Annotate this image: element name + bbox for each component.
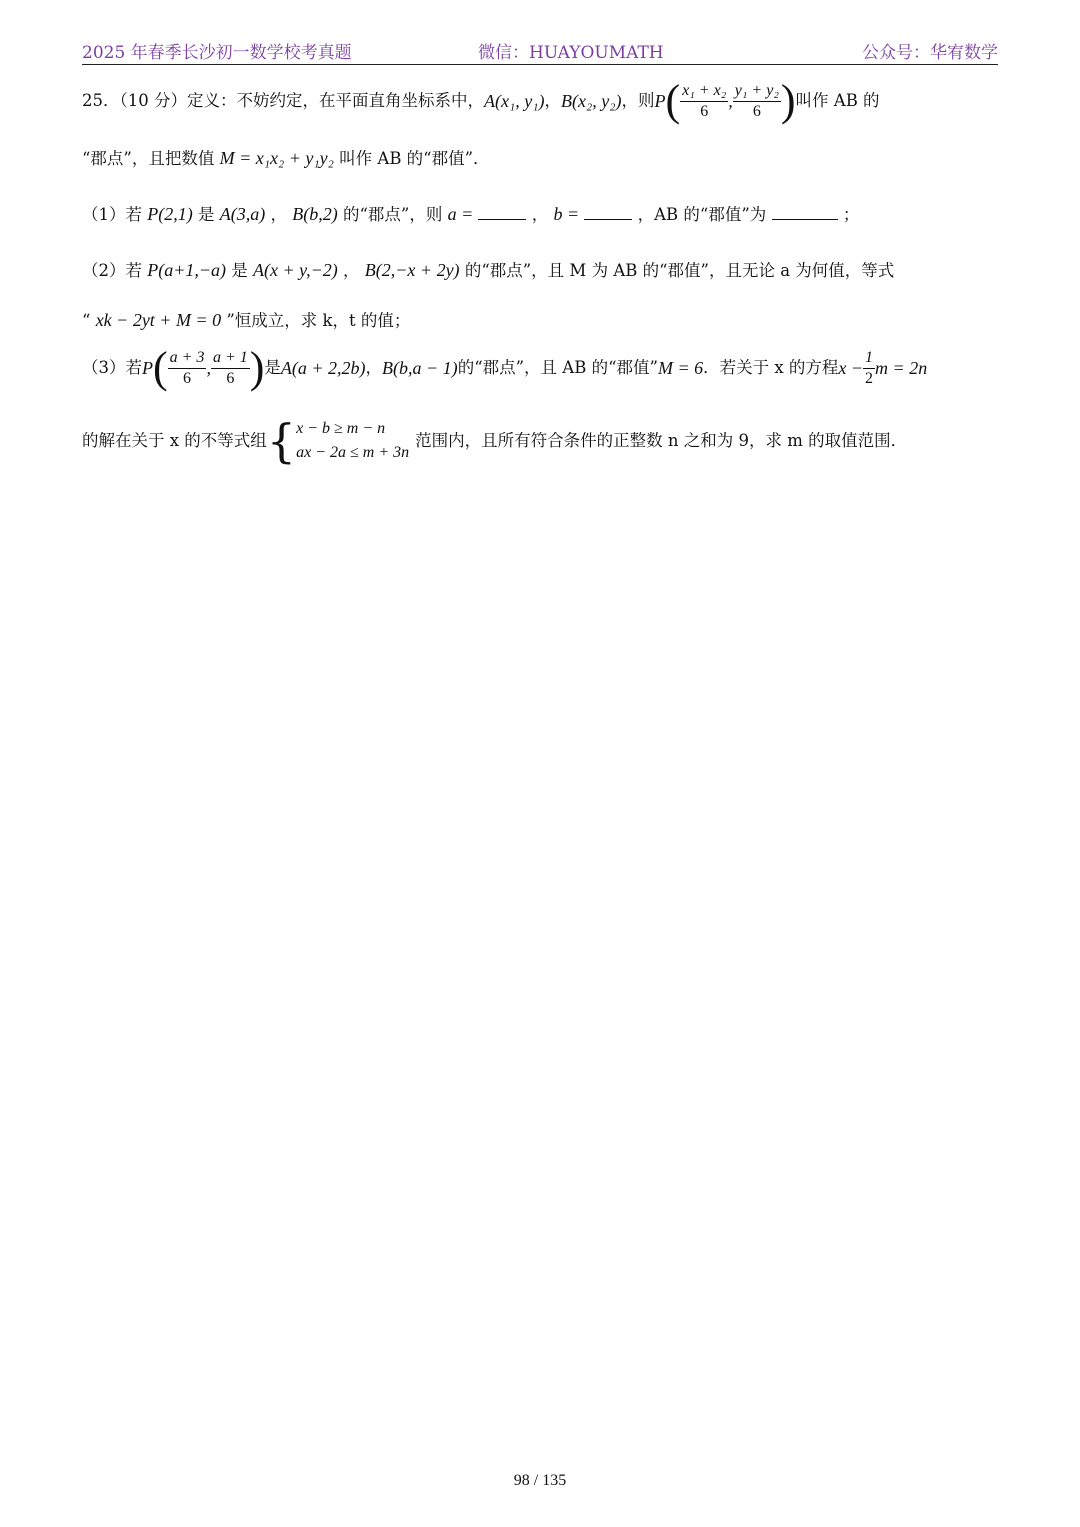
page-number: 98 / 135 — [513, 1472, 567, 1489]
line1-post: 叫作 AB 的 — [795, 91, 880, 110]
problem-line-2 — [82, 146, 998, 171]
q3-fraction-1-numerator: a + 3 — [168, 348, 207, 369]
q3-fraction-1 — [168, 348, 207, 389]
q3-line2-pre: 的解在关于 x 的不等式组 — [82, 431, 267, 450]
header-divider — [82, 64, 998, 65]
point-b: B(x₂, y₂) — [560, 91, 622, 111]
q1-point-p: P(2,1) — [147, 204, 193, 224]
header-account: 公众号：华宥数学 — [862, 43, 998, 63]
fraction-x-denominator: 6 — [700, 102, 709, 120]
problem-line-1: 25．（10 分）定义：不妨约定，在平面直角坐标系中， A(x₁, y₁) ， B(x₂, y₂) ，则 P ( $\frac{\text{x₁ + x₂}}{6}$ , $\frac{\text{y₁ + y₂}}{6}$ ) 叫作 AB 的 — [82, 76, 880, 125]
fraction-y — [733, 81, 781, 122]
question-3-line-2 — [82, 412, 998, 470]
question-1: （1）若 P(2,1) 是 A(3,a) ， B(b,2) 的“郡点”，则 a = ， b = ，AB 的“郡值”为 ； — [82, 204, 860, 224]
q1-end: ； — [842, 205, 860, 224]
q1-is: 是 — [197, 205, 215, 224]
answer-blank-a[interactable] — [478, 203, 526, 220]
fraction-y-numerator: y₁ + y₂ — [733, 81, 781, 102]
definition-m: M = x₁x₂ + y₁y₂ — [219, 148, 334, 168]
q3-fraction-1-denominator: 6 — [183, 369, 192, 387]
inequality-2: ax − 2a ≤ m + 3n — [296, 444, 410, 461]
q2-point-a: A(x + y,−2) — [253, 260, 338, 280]
q2-equation: xk − 2yt + M = 0 — [95, 310, 222, 330]
q3-left-paren: ( — [153, 343, 168, 392]
q3-is: 是 — [264, 358, 281, 377]
page-header — [82, 38, 998, 64]
q2-point-p: P(a+1,−a) — [147, 260, 227, 280]
q3-fraction-2-denominator: 6 — [226, 369, 235, 387]
inequality-system — [296, 417, 409, 465]
q1-b-eq: b = — [553, 204, 580, 224]
system-brace: { — [266, 414, 297, 468]
answer-blank-value[interactable] — [772, 203, 838, 220]
inequality-1: x − b ≥ m − n — [296, 420, 386, 437]
q3-m-value: M = 6 — [657, 358, 704, 378]
right-paren: ) — [780, 76, 796, 125]
line2-post: 叫作 AB 的“郡值”． — [339, 149, 490, 168]
q3-half-denominator: 2 — [865, 369, 874, 387]
problem-intro: 25．（10 分）定义：不妨约定，在平面直角坐标系中， — [82, 91, 484, 110]
q1-sep: ， — [270, 205, 287, 224]
q3-point-b: B(b,a − 1) — [382, 358, 458, 378]
q3-point-p: P — [142, 358, 153, 378]
then-text: ，则 — [621, 91, 655, 110]
q3-eq-pre: x − — [838, 358, 864, 378]
q2-pre: （2）若 — [82, 261, 142, 280]
point-p-label: P — [654, 91, 666, 111]
q3-fraction-2 — [211, 348, 250, 389]
q3-half-numerator: 1 — [863, 348, 875, 369]
q3-right-paren: ) — [249, 343, 265, 392]
q3-line2-post: 范围内，且所有符合条件的正整数 n 之和为 9，求 m 的取值范围． — [415, 431, 908, 450]
q2-point-b: B(2,−x + 2y) — [364, 260, 460, 280]
q1-a-eq: a = — [447, 204, 474, 224]
left-paren: ( — [665, 76, 681, 125]
q1-pre: （1）若 — [82, 205, 142, 224]
q3-mid: 的“郡点”，且 AB 的“郡值” — [457, 358, 658, 377]
header-title: 2025 年春季长沙初一数学校考真题 — [82, 43, 352, 63]
q3-half — [863, 348, 875, 389]
q3-eq-post: m = 2n — [875, 358, 928, 378]
fraction-y-denominator: 6 — [752, 102, 761, 120]
q3-point-a: A(a + 2,2b) — [280, 358, 366, 378]
fraction-x — [680, 81, 728, 122]
question-2-line-2 — [82, 308, 998, 333]
q3-fraction-2-numerator: a + 1 — [211, 348, 250, 369]
answer-blank-b[interactable] — [584, 203, 632, 220]
q3-post: ．若关于 x 的方程 — [703, 358, 839, 377]
q2-post: 的“郡点”，且 M 为 AB 的“郡值”，且无论 a 为何值，等式 — [464, 261, 895, 280]
q2-line2-pre: “ — [82, 311, 91, 330]
q1-point-a: A(3,a) — [219, 204, 266, 224]
header-wechat: 微信：HUAYOUMATH — [478, 43, 664, 63]
question-3: （3）若 P ( $\frac{a + 3}{6}$ , $\frac{a + 1}{6}$ ) 是 A(a + 2,2b) ， B(b,a − 1) 的“郡点”，且 AB 的“郡值” M = 6 ．若关于 x 的方程 x − $\frac{1}{2}$ m = 2n — [82, 343, 928, 392]
q2-line2-post: ”恒成立，求 k，t 的值； — [226, 311, 411, 330]
separator: ， — [544, 91, 561, 110]
q1-post: ，AB 的“郡值”为 — [637, 205, 767, 224]
question-2: （2）若 P(a+1,−a) 是 A(x + y,−2) ， B(2,−x + 2y) 的“郡点”，且 M 为 AB 的“郡值”，且无论 a 为何值，等式 — [82, 260, 895, 280]
q3-pre: （3）若 — [82, 358, 142, 377]
q1-point-b: B(b,2) — [292, 204, 338, 224]
point-a: A(x₁, y₁) — [484, 91, 545, 111]
fraction-x-numerator: x₁ + x₂ — [680, 81, 728, 102]
line2-pre: “郡点”，且把数值 — [82, 149, 215, 168]
q2-is: 是 — [231, 261, 248, 280]
q1-mid: 的“郡点”，则 — [342, 205, 443, 224]
